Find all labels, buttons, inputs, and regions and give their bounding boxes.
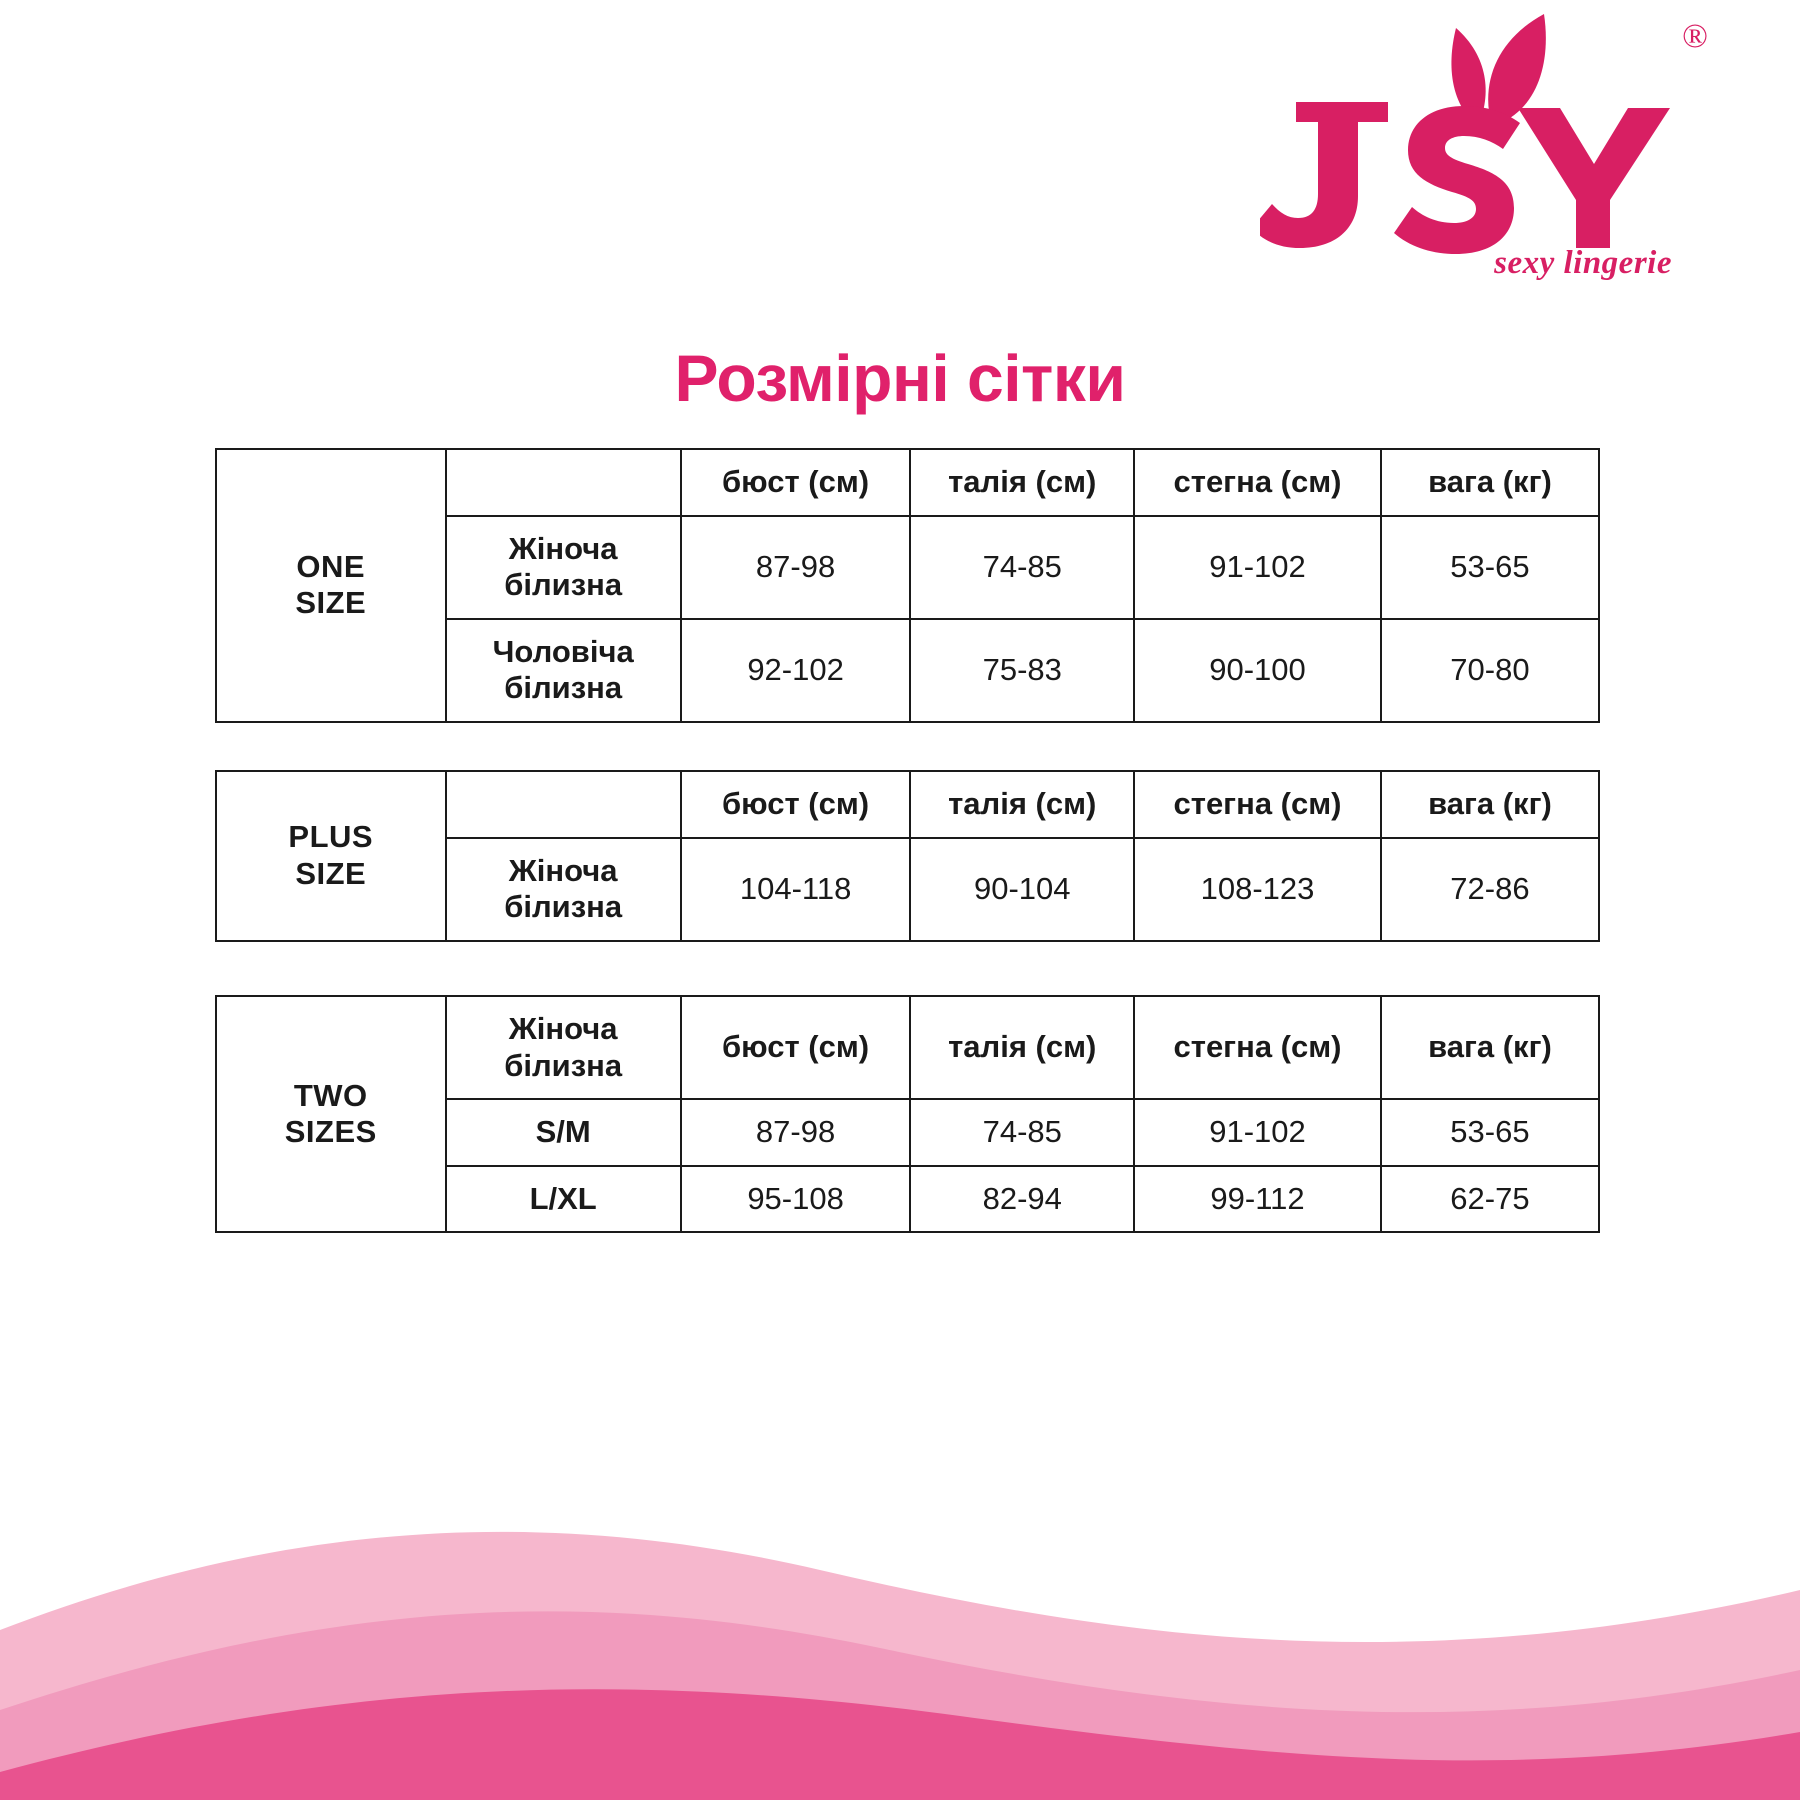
table-label-one-size: [216, 449, 446, 722]
cell-bust: 92-102: [681, 619, 911, 722]
column-header-waist: талія (см): [910, 996, 1134, 1099]
cell-waist: 75-83: [910, 619, 1134, 722]
table-label-plus-size: [216, 771, 446, 941]
page-title: Розмірні сітки: [674, 341, 1126, 415]
column-header-hips: стегна (см): [1134, 449, 1381, 516]
registered-mark: ®: [1682, 18, 1708, 55]
column-header-weight: вага (кг): [1381, 771, 1599, 838]
column-header-bust: бюст (см): [681, 449, 911, 516]
label-line-1: TWO: [293, 1077, 368, 1113]
table-two-sizes: [215, 995, 1600, 1233]
header-line-2: білизна: [504, 1047, 623, 1083]
cell-bust: 87-98: [681, 1099, 911, 1166]
cell-waist: 90-104: [910, 838, 1134, 941]
row-label-line-2: білизна: [504, 889, 623, 925]
brand-logo: [1260, 10, 1708, 300]
cell-hips: 108-123: [1134, 838, 1381, 941]
table-row: [216, 449, 1599, 516]
header-blank-cell: [446, 449, 681, 516]
header-womens-underwear: [446, 996, 681, 1099]
header-blank-cell: [446, 771, 681, 838]
label-line-1: PLUS: [288, 819, 374, 855]
cell-waist: 74-85: [910, 1099, 1134, 1166]
row-label-womens: [446, 516, 681, 619]
cell-bust: 87-98: [681, 516, 911, 619]
cell-bust: 95-108: [681, 1166, 911, 1233]
column-header-bust: бюст (см): [681, 771, 911, 838]
row-label-womens: [446, 838, 681, 941]
row-label-line-1: Жіноча: [508, 530, 618, 566]
label-line-2: SIZE: [295, 585, 367, 621]
column-header-bust: бюст (см): [681, 996, 911, 1099]
row-label-mens: [446, 619, 681, 722]
cell-hips: 91-102: [1134, 516, 1381, 619]
wave-decoration: [0, 1380, 1800, 1800]
row-label-lxl: L/XL: [446, 1166, 681, 1233]
column-header-waist: талія (см): [910, 771, 1134, 838]
row-label-sm: S/M: [446, 1099, 681, 1166]
header-line-1: Жіноча: [508, 1011, 618, 1046]
cell-bust: 104-118: [681, 838, 911, 941]
cell-hips: 90-100: [1134, 619, 1381, 722]
cell-weight: 72-86: [1381, 838, 1599, 941]
column-header-weight: вага (кг): [1381, 996, 1599, 1099]
row-label-line-2: білизна: [504, 567, 623, 603]
cell-weight: 53-65: [1381, 516, 1599, 619]
column-header-hips: стегна (см): [1134, 996, 1381, 1099]
row-label-line-2: білизна: [504, 670, 623, 706]
table-row: [216, 771, 1599, 838]
table-row: [216, 996, 1599, 1099]
column-header-weight: вага (кг): [1381, 449, 1599, 516]
cell-weight: 53-65: [1381, 1099, 1599, 1166]
table-one-size: [215, 448, 1600, 723]
brand-tagline: sexy lingerie: [1494, 245, 1672, 281]
table-plus-size: [215, 770, 1600, 942]
jsy-logo-icon: [1260, 10, 1680, 260]
column-header-hips: стегна (см): [1134, 771, 1381, 838]
cell-hips: 99-112: [1134, 1166, 1381, 1233]
cell-weight: 70-80: [1381, 619, 1599, 722]
column-header-waist: талія (см): [910, 449, 1134, 516]
label-line-2: SIZES: [284, 1114, 377, 1150]
label-line-1: ONE: [296, 548, 366, 584]
row-label-line-1: Жіноча: [508, 852, 618, 888]
table-label-two-sizes: [216, 996, 446, 1232]
cell-hips: 91-102: [1134, 1099, 1381, 1166]
cell-weight: 62-75: [1381, 1166, 1599, 1233]
label-line-2: SIZE: [295, 855, 367, 891]
cell-waist: 74-85: [910, 516, 1134, 619]
cell-waist: 82-94: [910, 1166, 1134, 1233]
row-label-line-1: Чоловіча: [492, 633, 634, 669]
